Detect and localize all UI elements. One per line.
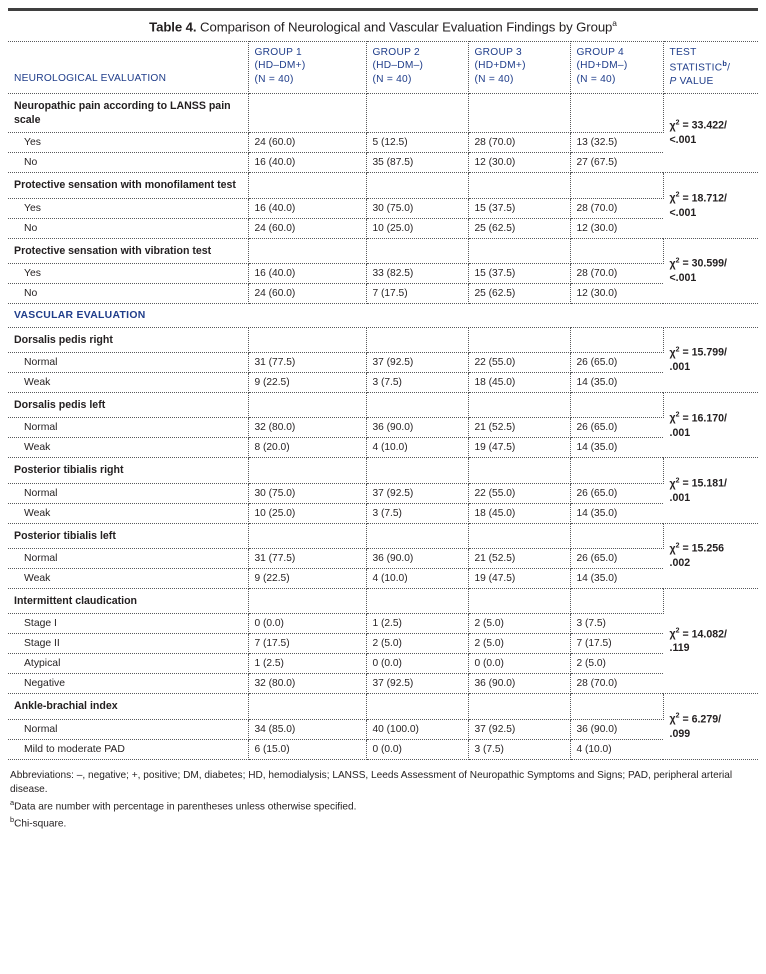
- stat-header-slash: /: [727, 62, 731, 74]
- chi-square-symbol: $\chi^2$: [669, 627, 680, 641]
- row-value-group-2: 7 (17.5): [366, 283, 468, 303]
- row-value-group-4: 2 (5.0): [570, 654, 663, 674]
- row-label: Yes: [8, 133, 248, 153]
- row-label: Atypical: [8, 654, 248, 674]
- row-value-group-4: 28 (70.0): [570, 198, 663, 218]
- group-header-label: Dorsalis pedis left: [8, 393, 248, 418]
- p-value: .002: [669, 557, 691, 570]
- empty-cell: [468, 694, 570, 719]
- empty-cell: [570, 589, 663, 614]
- row-label: Negative: [8, 674, 248, 694]
- group-header-row: [8, 589, 758, 614]
- test-statistic-cell: [663, 589, 758, 694]
- row-value-group-3: 12 (30.0): [468, 153, 570, 173]
- table-row: [8, 634, 758, 654]
- group-header-label: Protective sensation with vibration test: [8, 238, 248, 263]
- row-value-group-3: 19 (47.5): [468, 438, 570, 458]
- row-value-group-2: 5 (12.5): [366, 133, 468, 153]
- row-value-group-2: 4 (10.0): [366, 569, 468, 589]
- group-1-n: (N = 40): [254, 73, 294, 85]
- table-row: [8, 133, 758, 153]
- column-header-group-3: [468, 41, 570, 93]
- p-value: <.001: [669, 134, 697, 147]
- group-header-label: Protective sensation with monofilament test: [8, 173, 248, 198]
- row-label: No: [8, 153, 248, 173]
- row-value-group-2: 3 (7.5): [366, 503, 468, 523]
- row-value-group-3: 22 (55.0): [468, 353, 570, 373]
- empty-cell: [248, 327, 366, 352]
- group-header-label: Ankle-brachial index: [8, 694, 248, 719]
- group-header-row: [8, 523, 758, 548]
- row-value-group-3: 2 (5.0): [468, 614, 570, 634]
- row-value-group-1: 30 (75.0): [248, 483, 366, 503]
- test-statistic-value: = 15.181/: [679, 477, 727, 490]
- group-4-n: (N = 40): [576, 73, 616, 85]
- table-row: [8, 153, 758, 173]
- row-value-group-2: 37 (92.5): [366, 674, 468, 694]
- test-statistic-value: = 6.279/: [679, 713, 722, 726]
- row-label: Weak: [8, 569, 248, 589]
- group-header-row: [8, 393, 758, 418]
- chi-square-exponent: 2: [675, 542, 680, 550]
- table-number: Table 4.: [149, 18, 197, 34]
- footnote-a-text: Data are number with percentage in parentheses unless otherwise specified.: [14, 801, 357, 813]
- row-value-group-1: 32 (80.0): [248, 418, 366, 438]
- row-label: Normal: [8, 719, 248, 739]
- row-value-group-2: 36 (90.0): [366, 418, 468, 438]
- row-value-group-4: 3 (7.5): [570, 614, 663, 634]
- empty-cell: [366, 523, 468, 548]
- empty-cell: [570, 327, 663, 352]
- test-statistic-value: = 18.712/: [679, 192, 727, 205]
- row-label: Yes: [8, 198, 248, 218]
- row-value-group-4: 14 (35.0): [570, 373, 663, 393]
- empty-cell: [366, 393, 468, 418]
- empty-cell: [366, 93, 468, 133]
- row-value-group-4: 12 (30.0): [570, 283, 663, 303]
- empty-cell: [570, 93, 663, 133]
- empty-cell: [468, 523, 570, 548]
- chi-square-exponent: 2: [675, 627, 680, 635]
- row-value-group-2: 37 (92.5): [366, 483, 468, 503]
- empty-cell: [248, 238, 366, 263]
- row-value-group-2: 0 (0.0): [366, 739, 468, 759]
- row-value-group-4: 7 (17.5): [570, 634, 663, 654]
- chi-square-exponent: 2: [675, 257, 680, 265]
- empty-cell: [248, 393, 366, 418]
- empty-cell: [468, 458, 570, 483]
- test-statistic-cell: [663, 458, 758, 523]
- row-value-group-3: 2 (5.0): [468, 634, 570, 654]
- empty-cell: [570, 523, 663, 548]
- chi-square-exponent: 2: [675, 119, 680, 127]
- row-value-group-3: 18 (45.0): [468, 503, 570, 523]
- row-label: Normal: [8, 549, 248, 569]
- test-statistic-value: = 14.082/: [679, 628, 727, 641]
- row-value-group-4: 26 (65.0): [570, 353, 663, 373]
- table-body: [8, 93, 758, 759]
- table-row: [8, 198, 758, 218]
- group-header-label: Dorsalis pedis right: [8, 327, 248, 352]
- empty-cell: [468, 93, 570, 133]
- row-value-group-1: 1 (2.5): [248, 654, 366, 674]
- chi-square-symbol: $\chi^2$: [669, 119, 680, 132]
- row-value-group-3: 19 (47.5): [468, 569, 570, 589]
- table-row: [8, 569, 758, 589]
- results-table: [8, 41, 758, 760]
- row-value-group-3: 0 (0.0): [468, 654, 570, 674]
- empty-cell: [248, 694, 366, 719]
- row-value-group-1: 31 (77.5): [248, 549, 366, 569]
- chi-square-symbol: $\chi^2$: [669, 542, 680, 555]
- row-value-group-2: 4 (10.0): [366, 438, 468, 458]
- chi-square-symbol: $\chi^2$: [669, 712, 680, 726]
- group-2-n: (N = 40): [372, 73, 412, 85]
- row-label: Normal: [8, 353, 248, 373]
- p-value: .099: [669, 727, 691, 740]
- empty-cell: [570, 238, 663, 263]
- table-row: [8, 503, 758, 523]
- group-3-name: GROUP 3: [474, 46, 522, 58]
- row-value-group-1: 8 (20.0): [248, 438, 366, 458]
- row-value-group-3: 25 (62.5): [468, 283, 570, 303]
- test-statistic-value: = 16.170/: [679, 412, 727, 425]
- empty-cell: [468, 327, 570, 352]
- test-statistic-cell: [663, 694, 758, 759]
- table-row: [8, 218, 758, 238]
- empty-cell: [570, 694, 663, 719]
- group-header-row: [8, 238, 758, 263]
- row-value-group-1: 6 (15.0): [248, 739, 366, 759]
- row-label: Normal: [8, 418, 248, 438]
- row-value-group-4: 14 (35.0): [570, 438, 663, 458]
- stat-header-line1: TEST: [669, 46, 697, 58]
- row-value-group-4: 26 (65.0): [570, 483, 663, 503]
- empty-cell: [366, 173, 468, 198]
- footnotes: [8, 760, 758, 832]
- row-value-group-2: 33 (82.5): [366, 263, 468, 283]
- footnote-b-text: Chi-square.: [14, 818, 67, 830]
- table-row: [8, 483, 758, 503]
- empty-cell: [248, 93, 366, 133]
- table-row: [8, 614, 758, 634]
- row-value-group-3: 21 (52.5): [468, 418, 570, 438]
- empty-cell: [366, 327, 468, 352]
- footnote-a-marker: a: [10, 797, 15, 807]
- abbrev-label: Abbreviations:: [10, 769, 77, 781]
- group-1-desc: (HD–DM+): [254, 60, 306, 72]
- row-label: No: [8, 283, 248, 303]
- p-value: .119: [669, 642, 690, 655]
- row-label: Weak: [8, 438, 248, 458]
- chi-square-symbol: $\chi^2$: [669, 477, 680, 490]
- empty-cell: [366, 458, 468, 483]
- chi-square-exponent: 2: [675, 477, 680, 484]
- test-statistic-cell: [663, 173, 758, 238]
- test-statistic-cell: [663, 238, 758, 303]
- table-title-text: Comparison of Neurological and Vascular Evaluation Findings by Group: [200, 18, 613, 34]
- empty-cell: [366, 238, 468, 263]
- test-statistic-value: = 33.422/: [679, 119, 727, 132]
- row-value-group-4: 14 (35.0): [570, 503, 663, 523]
- row-value-group-4: 14 (35.0): [570, 569, 663, 589]
- row-value-group-1: 7 (17.5): [248, 634, 366, 654]
- table-row: [8, 549, 758, 569]
- row-value-group-1: 31 (77.5): [248, 353, 366, 373]
- row-value-group-1: 24 (60.0): [248, 283, 366, 303]
- table-row: [8, 654, 758, 674]
- row-value-group-3: 21 (52.5): [468, 549, 570, 569]
- test-statistic-value: = 15.256: [679, 542, 724, 555]
- stat-header-footnote-marker: b: [722, 59, 728, 69]
- row-value-group-1: 0 (0.0): [248, 614, 366, 634]
- chi-square-exponent: 2: [675, 411, 680, 419]
- section-header-label: VASCULAR EVALUATION: [8, 303, 758, 327]
- row-label: Stage II: [8, 634, 248, 654]
- table-head: [8, 41, 758, 93]
- row-label: Weak: [8, 373, 248, 393]
- group-2-name: GROUP 2: [372, 46, 420, 58]
- table-row: [8, 739, 758, 759]
- chi-square-symbol: $\chi^2$: [669, 411, 680, 425]
- empty-cell: [248, 523, 366, 548]
- footnote-a: [10, 798, 756, 815]
- footnote-abbreviations: [10, 769, 756, 798]
- row-value-group-3: 28 (70.0): [468, 133, 570, 153]
- chi-square-symbol: $\chi^2$: [669, 346, 680, 359]
- table-row: [8, 418, 758, 438]
- chi-square-exponent: 2: [675, 346, 680, 354]
- row-label: Mild to moderate PAD: [8, 739, 248, 759]
- row-value-group-1: 24 (60.0): [248, 218, 366, 238]
- p-value: .001: [669, 426, 691, 439]
- row-label: No: [8, 218, 248, 238]
- group-header-label: Neuropathic pain according to LANSS pain scale: [8, 93, 248, 133]
- row-value-group-3: 18 (45.0): [468, 373, 570, 393]
- row-value-group-2: 2 (5.0): [366, 634, 468, 654]
- table-title-footnote-marker: a: [612, 17, 617, 28]
- row-value-group-4: 28 (70.0): [570, 674, 663, 694]
- row-value-group-4: 36 (90.0): [570, 719, 663, 739]
- empty-cell: [468, 393, 570, 418]
- empty-cell: [366, 694, 468, 719]
- row-label: Stage I: [8, 614, 248, 634]
- empty-cell: [468, 173, 570, 198]
- group-header-label: Intermittent claudication: [8, 589, 248, 614]
- row-value-group-1: 9 (22.5): [248, 569, 366, 589]
- group-4-name: GROUP 4: [576, 46, 624, 58]
- row-value-group-2: 40 (100.0): [366, 719, 468, 739]
- row-label: Normal: [8, 483, 248, 503]
- row-value-group-3: 3 (7.5): [468, 739, 570, 759]
- empty-cell: [248, 458, 366, 483]
- row-value-group-1: 32 (80.0): [248, 674, 366, 694]
- group-header-row: [8, 327, 758, 352]
- group-header-label: Posterior tibialis left: [8, 523, 248, 548]
- stat-header-p: P: [669, 76, 677, 88]
- footnote-b: [10, 815, 756, 832]
- test-statistic-cell: [663, 93, 758, 173]
- column-header-evaluation: NEUROLOGICAL EVALUATION: [8, 41, 248, 93]
- row-value-group-2: 30 (75.0): [366, 198, 468, 218]
- group-4-desc: (HD+DM–): [576, 60, 628, 72]
- table-row: [8, 674, 758, 694]
- row-value-group-1: 10 (25.0): [248, 503, 366, 523]
- chi-square-exponent: 2: [675, 191, 680, 199]
- row-value-group-1: 16 (40.0): [248, 263, 366, 283]
- row-value-group-2: 0 (0.0): [366, 654, 468, 674]
- row-value-group-2: 1 (2.5): [366, 614, 468, 634]
- column-header-group-1: [248, 41, 366, 93]
- p-value: .001: [669, 491, 691, 504]
- row-value-group-4: 27 (67.5): [570, 153, 663, 173]
- p-value: <.001: [669, 271, 697, 284]
- p-value: .001: [669, 361, 691, 374]
- group-3-desc: (HD+DM+): [474, 60, 526, 72]
- table-row: [8, 373, 758, 393]
- group-1-name: GROUP 1: [254, 46, 302, 58]
- empty-cell: [366, 589, 468, 614]
- row-label: Yes: [8, 263, 248, 283]
- empty-cell: [248, 589, 366, 614]
- group-header-row: [8, 93, 758, 133]
- group-header-row: [8, 173, 758, 198]
- row-value-group-1: 16 (40.0): [248, 153, 366, 173]
- group-header-row: [8, 694, 758, 719]
- stat-header-value: VALUE: [676, 76, 714, 88]
- empty-cell: [468, 238, 570, 263]
- row-value-group-3: 37 (92.5): [468, 719, 570, 739]
- empty-cell: [570, 393, 663, 418]
- row-value-group-4: 26 (65.0): [570, 549, 663, 569]
- footnote-b-marker: b: [10, 814, 15, 824]
- table-row: [8, 438, 758, 458]
- chi-square-exponent: 2: [675, 712, 680, 720]
- test-statistic-cell: [663, 327, 758, 392]
- table-title: [8, 11, 758, 41]
- chi-square-symbol: $\chi^2$: [669, 191, 680, 205]
- empty-cell: [248, 173, 366, 198]
- table-row: [8, 719, 758, 739]
- group-3-n: (N = 40): [474, 73, 514, 85]
- empty-cell: [570, 458, 663, 483]
- stat-header-line2: STATISTIC: [669, 62, 723, 74]
- row-value-group-4: 4 (10.0): [570, 739, 663, 759]
- table-page: [0, 8, 766, 974]
- column-header-test-statistic: [663, 41, 758, 93]
- row-value-group-2: 36 (90.0): [366, 549, 468, 569]
- row-value-group-2: 3 (7.5): [366, 373, 468, 393]
- test-statistic-cell: [663, 523, 758, 588]
- column-header-group-2: [366, 41, 468, 93]
- row-value-group-2: 35 (87.5): [366, 153, 468, 173]
- row-value-group-1: 24 (60.0): [248, 133, 366, 153]
- row-value-group-3: 22 (55.0): [468, 483, 570, 503]
- row-value-group-4: 13 (32.5): [570, 133, 663, 153]
- row-value-group-1: 16 (40.0): [248, 198, 366, 218]
- chi-square-symbol: $\chi^2$: [669, 257, 680, 270]
- table-row: [8, 263, 758, 283]
- column-header-group-4: [570, 41, 663, 93]
- row-value-group-4: 26 (65.0): [570, 418, 663, 438]
- row-value-group-4: 28 (70.0): [570, 263, 663, 283]
- abbrev-body: –, negative; +, positive; DM, diabetes; HD, hemodialysis; LANSS, Leeds Assessment of Neuropathic Symptoms and Signs; PAD, peripheral arterial disease.: [10, 769, 733, 796]
- test-statistic-value: = 30.599/: [679, 257, 727, 270]
- group-header-label: Posterior tibialis right: [8, 458, 248, 483]
- row-value-group-3: 15 (37.5): [468, 263, 570, 283]
- row-value-group-2: 10 (25.0): [366, 218, 468, 238]
- test-statistic-value: = 15.799/: [679, 346, 727, 359]
- row-value-group-4: 12 (30.0): [570, 218, 663, 238]
- header-row: [8, 41, 758, 93]
- empty-cell: [468, 589, 570, 614]
- section-header-row: [8, 303, 758, 327]
- test-statistic-cell: [663, 393, 758, 458]
- group-header-row: [8, 458, 758, 483]
- row-value-group-2: 37 (92.5): [366, 353, 468, 373]
- table-row: [8, 353, 758, 373]
- table-row: [8, 283, 758, 303]
- p-value: <.001: [669, 206, 697, 219]
- row-value-group-3: 25 (62.5): [468, 218, 570, 238]
- row-value-group-1: 9 (22.5): [248, 373, 366, 393]
- group-2-desc: (HD–DM–): [372, 60, 424, 72]
- row-label: Weak: [8, 503, 248, 523]
- row-value-group-3: 15 (37.5): [468, 198, 570, 218]
- row-value-group-3: 36 (90.0): [468, 674, 570, 694]
- empty-cell: [570, 173, 663, 198]
- row-value-group-1: 34 (85.0): [248, 719, 366, 739]
